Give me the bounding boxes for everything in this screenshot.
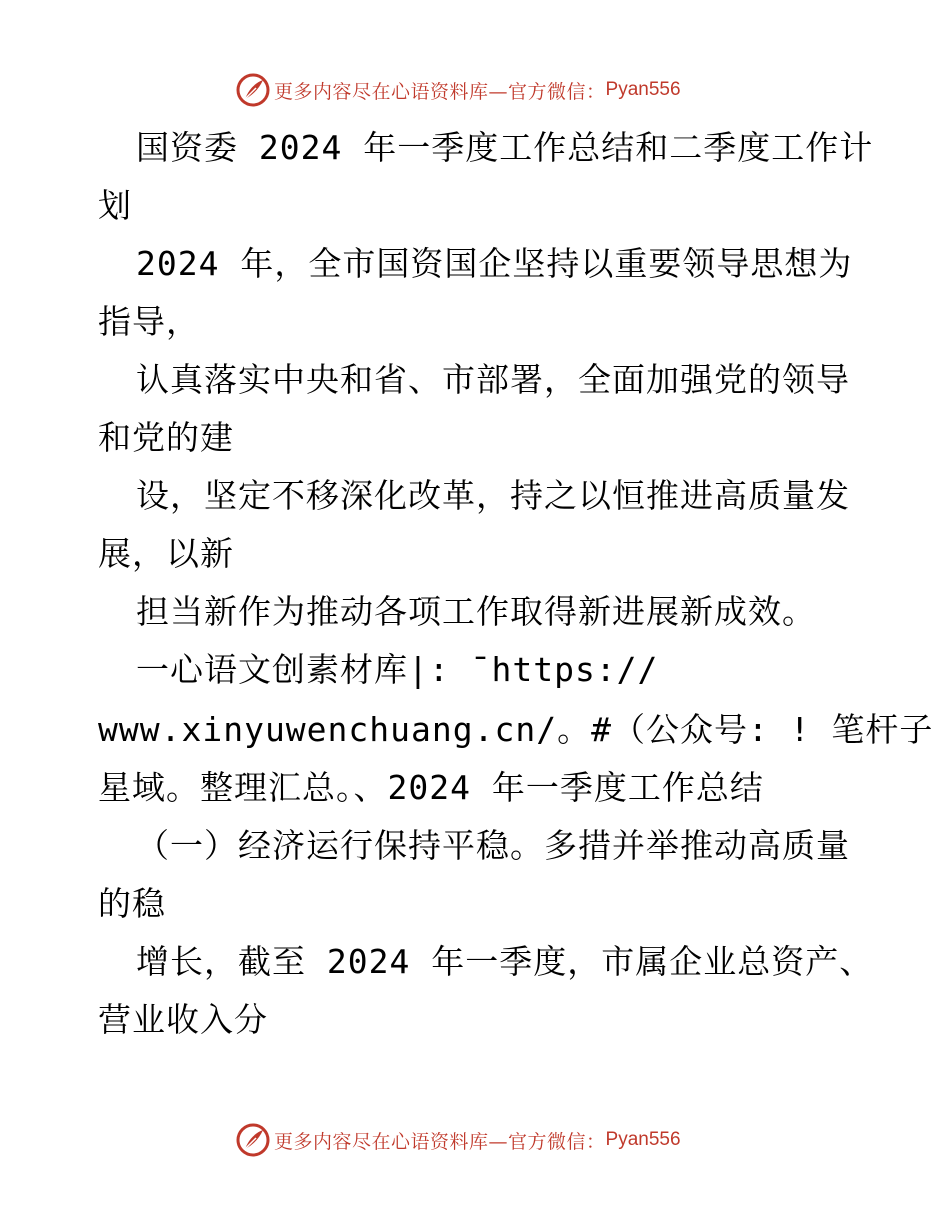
- document-line: 设，坚定不移深化改革，持之以恒推进高质量发: [136, 476, 850, 515]
- document-line: 认真落实中央和省、市部署，全面加强党的领导: [136, 360, 850, 399]
- document-line: 2024 年，全市国资国企坚持以重要领导思想为: [136, 244, 853, 283]
- watermark-text: 更多内容尽在心语资料库—官方微信：: [274, 1130, 606, 1153]
- document-line: 担当新作为推动各项工作取得新进展新成效。: [136, 592, 816, 631]
- watermark-account: Pyan556: [605, 1129, 681, 1150]
- document-line: 展，以新: [98, 534, 234, 573]
- document-line: 增长，截至 2024 年一季度，市属企业总资产、: [136, 942, 874, 981]
- watermark-account: Pyan556: [605, 79, 681, 100]
- document-line: 星域。整理汇总。、2024 年一季度工作总结: [98, 768, 764, 807]
- document-line: 国资委 2024 年一季度工作总结和二季度工作计: [136, 128, 874, 167]
- watermark-text: 更多内容尽在心语资料库—官方微信：: [274, 80, 606, 103]
- document-line: 和党的建: [98, 418, 234, 457]
- document-line: www.xinyuwenchuang.cn/。#（公众号: ! 笔杆子: [98, 710, 934, 749]
- document-line: 划: [98, 186, 132, 225]
- feather-quill-logo-icon: [236, 1123, 270, 1157]
- document-line: （一）经济运行保持平稳。多措并举推动高质量: [136, 826, 850, 865]
- document-line: 营业收入分: [98, 1000, 268, 1039]
- document-line: 的稳: [98, 884, 166, 923]
- footer-watermark: [236, 1122, 716, 1158]
- document-line: 指导，: [98, 302, 200, 341]
- document-line: 一心语文创素材库|: ¯https://: [136, 650, 659, 689]
